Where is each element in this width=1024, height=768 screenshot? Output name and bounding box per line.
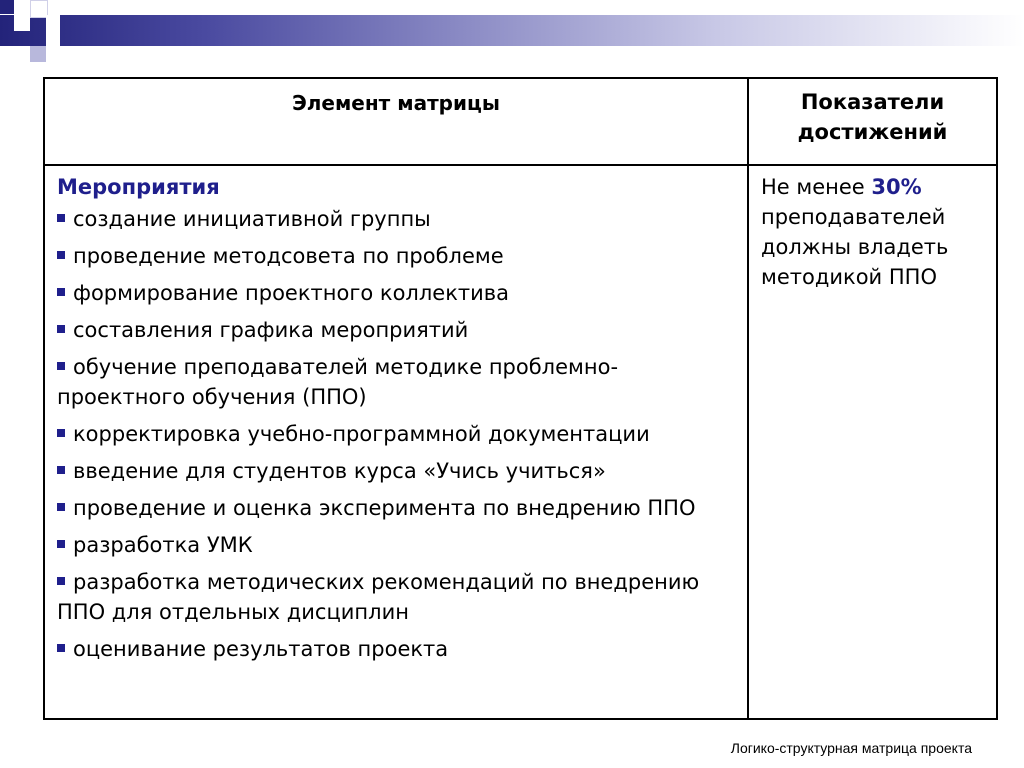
indicators-cell <box>748 165 997 719</box>
list-item: разработка УМК <box>57 530 737 560</box>
activities-heading: Мероприятия <box>57 175 220 199</box>
decor-square <box>46 15 60 46</box>
list-item: корректировка учебно-программной документации <box>57 419 737 449</box>
square-bullet-icon <box>57 288 65 296</box>
list-item: введение для студентов курса «Учись учиться» <box>57 456 737 486</box>
project-matrix-table <box>43 77 998 720</box>
square-bullet-icon <box>57 251 65 259</box>
square-bullet-icon <box>57 325 65 333</box>
decor-square <box>30 46 46 62</box>
list-item: создание инициативной группы <box>57 204 737 234</box>
list-item: составления графика мероприятий <box>57 315 737 345</box>
square-bullet-icon <box>57 577 65 585</box>
slide-caption: Логико-структурная матрица проекта <box>730 740 972 756</box>
indicator-value: 30% <box>871 175 922 199</box>
square-bullet-icon <box>57 362 65 370</box>
square-bullet-icon <box>57 214 65 222</box>
column-header-element: Элемент матрицы <box>44 78 748 165</box>
square-bullet-icon <box>57 644 65 652</box>
square-bullet-icon <box>57 503 65 511</box>
list-item: проведение и оценка эксперимента по внедрению ППО <box>57 493 737 523</box>
activities-cell <box>44 165 748 719</box>
decor-square <box>0 0 14 14</box>
list-item: обучение преподавателей методике проблемно-проектного обучения (ППО) <box>57 355 619 409</box>
square-bullet-icon <box>57 429 65 437</box>
list-item: формирование проектного коллектива <box>57 278 737 308</box>
list-item: разработка методических рекомендаций по внедрению ППО для отдельных дисциплин <box>57 570 700 624</box>
table-row <box>44 165 997 719</box>
list-item: проведение методсовета по проблеме <box>57 241 737 271</box>
list-item: оценивание результатов проекта <box>57 634 737 664</box>
square-bullet-icon <box>57 540 65 548</box>
table-header-row <box>44 78 997 165</box>
column-header-indicators: Показатели достижений <box>748 78 997 165</box>
square-bullet-icon <box>57 466 65 474</box>
decor-square <box>14 46 30 62</box>
decor-square <box>14 15 30 31</box>
indicator-text: Не менее 30% преподавателей должны владеть методикой ППО <box>761 175 949 289</box>
header-gradient-band <box>0 15 1024 46</box>
